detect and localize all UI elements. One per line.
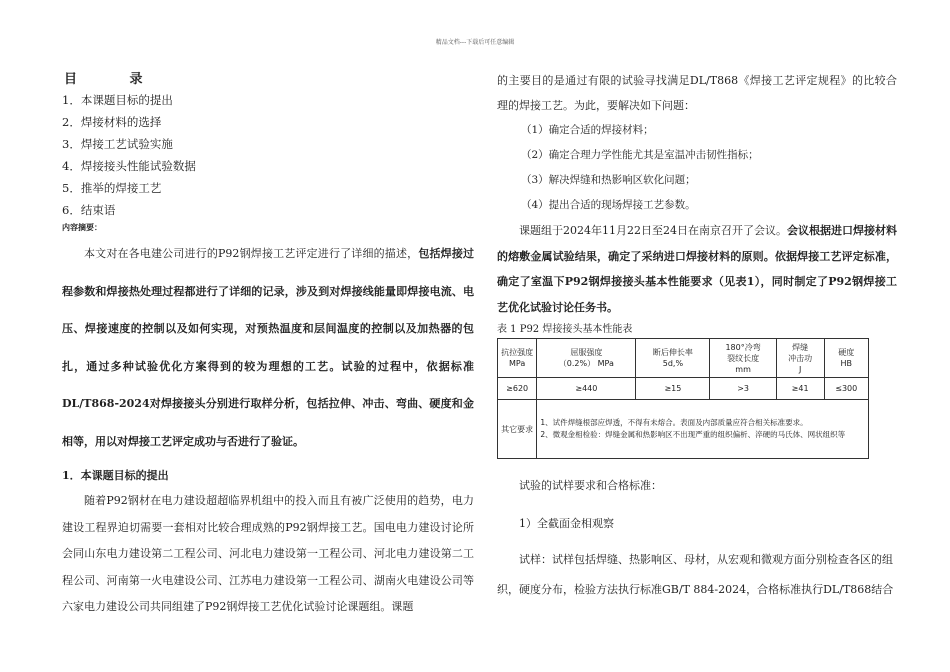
header-text: 断后伸长率 xyxy=(652,348,693,357)
section-1-paragraph: 随着P92钢材在电力建设超超临界机组中的投入而且有被广泛使用的趋势，电力建设工程界迫切需要一套相对比较合理成熟的P92钢焊接工艺。国电电力建设讨论所会同山东电力建设第二工程公司、河北电力建设第一工程公司、河北电力建设第二工程公司、河南第一火电建设公司、江苏电力建设第一工程公司、湖南火电建设公司等六家电力建设公司共同组建了P92钢焊接工艺优化试验讨论课题组。课题 xyxy=(62,494,474,613)
header-cell xyxy=(498,339,537,378)
table-cell: >3 xyxy=(710,378,776,400)
toc-item: 6．结束语 xyxy=(62,203,116,217)
requirements-cell xyxy=(537,400,869,459)
table-row xyxy=(498,400,869,459)
meeting-bold-text: 会议根据进口焊接材料的熔敷金属试验结果，确定了采纳进口焊接材料的原则。依据焊接工艺评定标准，确定了室温下P92钢焊接接头基本性能要求（见表1），同时制定了P92钢焊接工艺优化试验讨论任务书。 xyxy=(497,224,898,314)
header-text: 抗拉强度 xyxy=(501,348,534,357)
header-cell xyxy=(824,339,869,378)
final-paragraph: 试样：试样包括焊缝、热影响区、母材，从宏观和微观方面分别检查各区的组织，硬度分布，检验方法执行标准GB/T 884-2024，合格标准执行DL/T868结合 xyxy=(497,553,894,596)
table-header-row xyxy=(498,339,869,378)
table-of-contents xyxy=(62,89,474,221)
abstract-text: 本文对在各电建公司进行的P92钢焊接工艺评定进行了详细的描述， xyxy=(84,247,419,260)
header-text: 屈服强度 xyxy=(570,348,603,357)
properties-table xyxy=(497,338,869,459)
header-text: mm xyxy=(735,364,751,374)
table-cell: ≥41 xyxy=(776,378,824,400)
table-row xyxy=(498,378,869,400)
toc-item: 3．焊接工艺试验实施 xyxy=(62,137,173,151)
table-cell: ≤300 xyxy=(824,378,869,400)
table-cell: ≥620 xyxy=(498,378,537,400)
intro-paragraph: 的主要目的是通过有限的试验寻找满足DL/T868《焊接工艺评定规程》的比较合理的焊接工艺。为此，要解决如下问题： xyxy=(497,74,897,112)
header-text: 焊缝 xyxy=(792,342,809,352)
header-text: MPa xyxy=(509,359,526,368)
requirement-text: 2、微观金相检验：焊缝金属和热影响区不出现严重的组织偏析、淬硬的马氏体、网状组织等 xyxy=(540,430,846,439)
goal-item: （3）解决焊缝和热影响区软化问题； xyxy=(521,174,696,186)
header-text: 180°冷弯 xyxy=(725,342,761,352)
sample-requirements-intro: 试验的试样要求和合格标准： xyxy=(519,479,662,492)
toc-item: 1．本课题目标的提出 xyxy=(62,93,173,107)
goal-item: （2）确定合理力学性能尤其是室温冲击韧性指标； xyxy=(521,149,759,161)
table-cell: ≥440 xyxy=(537,378,636,400)
toc-item: 5．推举的焊接工艺 xyxy=(62,181,162,195)
header-text: 硬度 xyxy=(838,348,855,357)
abstract-paragraph xyxy=(62,235,474,460)
table-cell: 其它要求 xyxy=(498,400,537,459)
toc-item: 4．焊接接头性能试验数据 xyxy=(62,159,196,173)
header-cell xyxy=(537,339,636,378)
page-watermark: 精品文档---下载后可任意编辑 xyxy=(435,39,515,46)
header-text: 冲击功 xyxy=(788,353,813,363)
header-text: （0.2%） MPa xyxy=(558,359,614,368)
header-cell xyxy=(636,339,710,378)
toc-item: 2．焊接材料的选择 xyxy=(62,115,162,129)
abstract-label: 内容摘要： xyxy=(62,223,102,232)
goal-item: （4）提出合适的现场焊接工艺参数。 xyxy=(521,199,696,211)
table-caption: 表 1 P92 焊接接头基本性能表 xyxy=(497,324,633,335)
header-text: 裂纹长度 xyxy=(727,353,760,363)
abstract-bold-text: 包括焊接过程参数和焊接热处理过程都进行了详细的记录，涉及到对焊接线能量即焊接电流、电压、焊接速度的控制以及如何实现，对预热温度和层间温度的控制以及加热器的包扎，通过多种试验优化方案得到的较为理想的工艺。试验的过程中，依据标准DL/T868-2024对焊接接头分别进行取样分析，包括拉伸、冲击、弯曲、硬度和金相等，用以对焊接工艺评定成功与否进行了验证。 xyxy=(62,247,474,448)
table-cell: ≥15 xyxy=(636,378,710,400)
meeting-text: 课题组于2024年11月22日至24日在南京召开了会议。 xyxy=(519,224,787,237)
meeting-paragraph xyxy=(497,218,897,320)
header-text: 5d,% xyxy=(662,359,684,368)
header-text: J xyxy=(798,364,802,374)
subsection-heading: 1）全截面金相观察 xyxy=(519,517,614,530)
section-1-heading: 1．本课题目标的提出 xyxy=(62,469,169,482)
header-cell xyxy=(710,339,776,378)
header-cell xyxy=(776,339,824,378)
right-column xyxy=(497,68,897,605)
toc-title: 目 录 xyxy=(64,72,167,87)
left-column xyxy=(62,68,474,621)
requirement-text: 1、试件焊缝根部应焊透，不得有未熔合。表面及内部质量应符合相关标准要求。 xyxy=(540,418,808,427)
header-text: HB xyxy=(840,359,852,368)
goal-item: （1）确定合适的焊接材料； xyxy=(521,124,654,136)
